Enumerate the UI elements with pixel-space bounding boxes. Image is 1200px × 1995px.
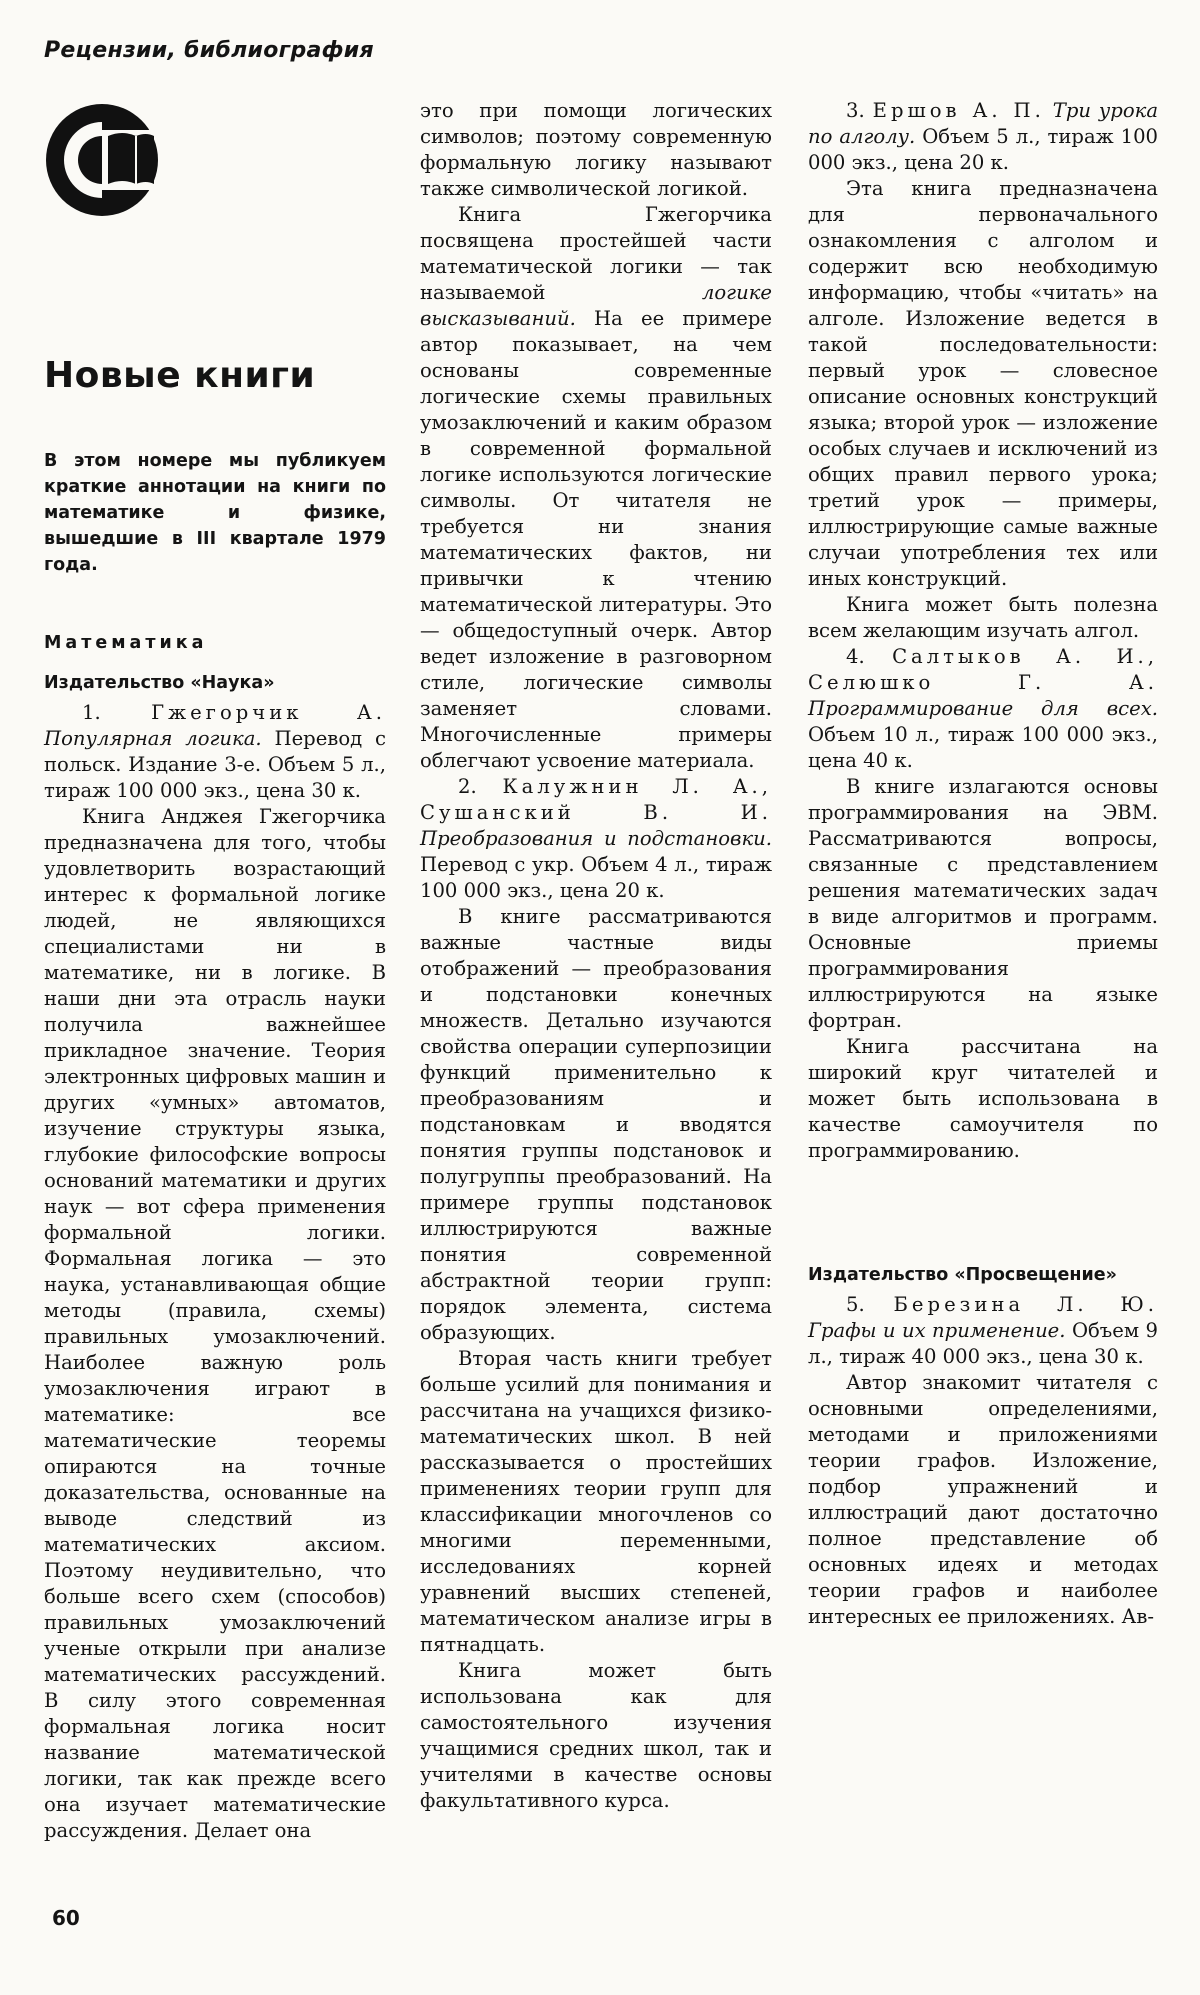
book-title: Популярная логика. xyxy=(44,727,262,750)
book-details: Объем 5 л., тираж 100 000 экз., цена 20 к. xyxy=(808,125,1159,174)
book-number: 1. xyxy=(82,701,101,724)
book-entry-2 xyxy=(420,774,772,904)
annotation-paragraph: Автор знакомит читателя с основными определениями, методами и приложениями теории графов. Изложение, подбор упражнений и иллюстраций дают достаточно полное представление об основных идеях и методах теории графов и наиболее интересных ее приложениях. Ав- xyxy=(808,1371,1158,1628)
publisher-heading: Издательство «Просвещение» xyxy=(808,1265,1117,1285)
book-number: 2. xyxy=(458,775,477,798)
rubric-logo-icon xyxy=(42,100,162,220)
annotation-paragraph: Книга может быть полезна всем желающим изучать алгол. xyxy=(808,593,1158,642)
annotation-paragraph: Вторая часть книги требует больше усилий для понимания и рассчитана на учащихся физико-математических школ. В ней рассказывается о простейших применениях теории групп для классификации многочленов со многими переменными, исследованиях корней уравнений высших степеней, математическом анализе игры в пятнадцать. xyxy=(420,1347,772,1656)
book-number: 3. xyxy=(846,99,865,122)
annotation-paragraph: В книге рассматриваются важные частные виды отображений — преобразования и подстановки конечных множеств. Детально изучаются свойства операции суперпозиции функций применительно к преобразованиям и подстановкам и вводятся понятия группы подстановок и полугруппы преобразований. На примере группы подстановок иллюстрируются важные понятия современной абстрактной теории групп: порядок элемента, система образующих. xyxy=(420,905,772,1344)
book-title: Программирование для всех. xyxy=(808,697,1158,720)
book-author: Салтыков А. И., Селюшко Г. А. xyxy=(808,645,1158,694)
column-3 xyxy=(808,98,1158,1630)
book-number: 4. xyxy=(846,645,865,668)
annotation-paragraph: Книга Гжегорчика посвящена простейшей части математической логики — так называемой логике высказываний. На ее примере автор показывает, на чем основаны современные логические схемы правильных умозаключений и каким образом в современной формальной логике используются логические символы. От читателя не требуется ни знания математических фактов, ни привычки к чтению математической литературы. Это — общедоступный очерк. Автор ведет изложение в разговорном стиле, логические символы заменяет словами. Многочисленные примеры облегчают усвоение материала. xyxy=(420,203,772,772)
book-author: Березина Л. Ю. xyxy=(893,1293,1158,1316)
publisher-heading: Издательство «Наука» xyxy=(44,673,275,693)
column-2 xyxy=(420,98,772,1814)
book-title: Три урока по алголу. xyxy=(808,99,1159,148)
book-author: Ершов А. П. xyxy=(872,99,1045,122)
column-1 xyxy=(44,352,386,1844)
book-details: Перевод с укр. Объем 4 л., тираж 100 000 экз., цена 20 к. xyxy=(420,853,772,902)
annotation-paragraph: Книга может быть использована как для самостоятельного изучения учащимися средних школ, так и учителями в качестве основы факультативного курса. xyxy=(420,1659,772,1812)
annotation-paragraph: Книга рассчитана на широкий круг читателей и может быть использована в качестве самоучителя по программированию. xyxy=(808,1035,1158,1162)
book-title: Графы и их применение. xyxy=(808,1319,1066,1342)
book-entry-5 xyxy=(808,1292,1158,1370)
annotation-paragraph: это при помощи логических символов; поэтому современную формальную логику называют также символической логикой. xyxy=(420,99,772,200)
book-entry-3 xyxy=(808,98,1158,176)
annotation-paragraph: Эта книга предназначена для первоначального ознакомления с алголом и содержит всю необходимую информацию, чтобы «читать» на алголе. Изложение ведется в такой последовательности: первый урок — словесное описание основных конструкций языка; второй урок — изложение особых случаев и исключений из общих правил первого урока; третий урок — примеры, иллюстрирующие самые важные случаи употребления тех или иных конструкций. xyxy=(808,177,1158,590)
book-title: Преобразования и подстановки. xyxy=(420,827,772,850)
book-entry-1 xyxy=(44,700,386,804)
book-details: Объем 10 л., тираж 100 000 экз., цена 40 к. xyxy=(808,723,1158,772)
book-number: 5. xyxy=(846,1293,865,1316)
book-author: Гжегорчик А. xyxy=(151,701,386,724)
annotation-paragraph: Книга Анджея Гжегорчика предназначена для того, чтобы удовлетворить возрастающий интерес к формальной логике людей, не являющихся специалистами ни в математике, ни в логике. В наши дни эта отрасль науки получила важнейшее прикладное значение. Теория электронных цифровых машин и других «умных» автоматов, изучение структуры языка, глубокие философские вопросы оснований математики и других наук — вот сфера применения формальной логики. Формальная логика — это наука, устанавливающая общие методы (правила, схемы) правильных умозаключений. Наиболее важную роль умозаключения играют в математике: все математические теоремы опираются на точные доказательства, основанные на выводе следствий из математических аксиом. Поэтому неудивительно, что больше всего схем (способов) правильных умозаключений ученые открыли при анализе математических рассуждений. В силу этого современная формальная логика носит название математической логики, так как прежде всего она изучает математические рассуждения. Делает она xyxy=(44,805,386,1842)
book-entry-4 xyxy=(808,644,1158,774)
page-number: 60 xyxy=(52,1906,80,1930)
page-title: Новые книги xyxy=(44,355,316,396)
book-details: Перевод с польск. Издание 3-е. Объем 5 л., тираж 100 000 экз., цена 30 к. xyxy=(44,727,386,802)
annotation-paragraph: В книге излагаются основы программирования на ЭВМ. Рассматриваются вопросы, связанные с представлением решения математических задач в виде алгоритмов и программ. Основные приемы программирования иллюстрируются на языке фортран. xyxy=(808,775,1158,1032)
section-header: Рецензии, библиография xyxy=(44,38,374,63)
lead-paragraph: В этом номере мы публикуем краткие аннотации на книги по математике и физике, вышедшие в III квартале 1979 года. xyxy=(44,451,386,575)
book-details: Объем 9 л., тираж 40 000 экз., цена 30 к. xyxy=(808,1319,1158,1368)
book-author: Калужнин Л. А., Сушанский В. И. xyxy=(420,775,772,824)
section-heading: Математика xyxy=(44,633,208,653)
